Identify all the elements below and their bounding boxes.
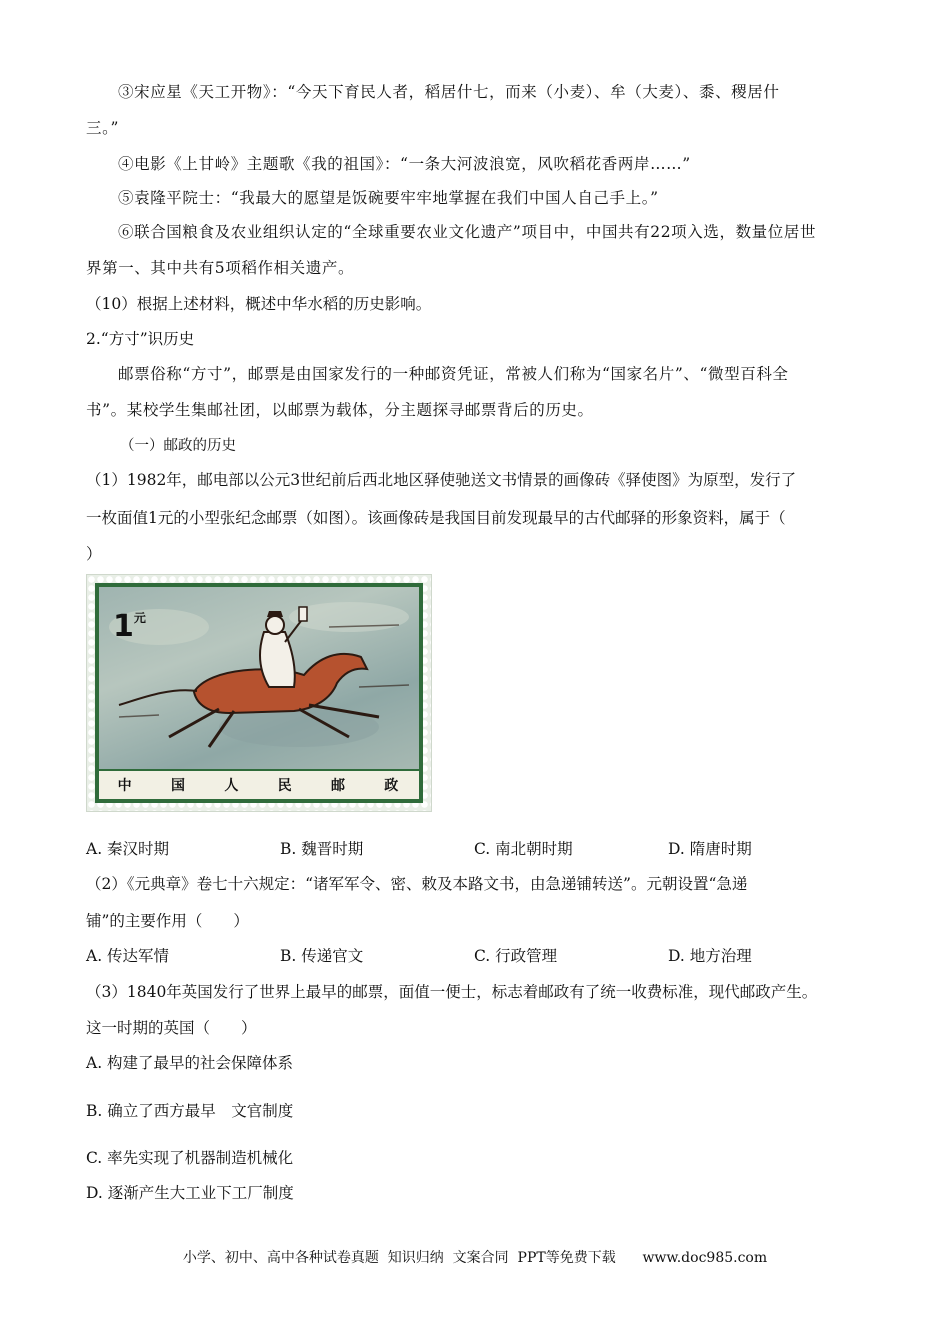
stamp-char: 中 [117, 778, 134, 794]
q3-option-c: C. 率先实现了机器制造机械化 [86, 1149, 294, 1167]
question-2-line1: （2）《元典章》卷七十六规定：“诸军军令、密、敕及本路文书，由急递铺转送”。元朝设置“急递 [86, 875, 748, 893]
yishi-tu-stamp [86, 574, 432, 812]
material-4: ④电影《上甘岭》主题歌《我的祖国》：“一条大河波浪宽，风吹稻花香两岸……” [118, 155, 691, 173]
question-1-line3: ） [86, 545, 102, 563]
stamp-denomination-unit: 元 [133, 611, 146, 625]
question-2-line2: 铺”的主要作用（ ） [86, 912, 249, 930]
question-3-line2: 这一时期的英国（ ） [86, 1019, 257, 1037]
question-1-line2: 一枚面值1元的小型张纪念邮票（如图）。该画像砖是我国目前发现最早的古代邮驿的形象资料，属于（ [86, 509, 786, 527]
question-1-line1: （1）1982年，邮电部以公元3世纪前后西北地区驿使驰送文书情景的画像砖《驿使图》为原型，发行了 [86, 471, 797, 489]
subsection-1-title: （一）邮政的历史 [120, 438, 236, 454]
material-5: ⑤袁隆平院士：“我最大的愿望是饭碗要牢牢地掌握在我们中国人自己手上。” [118, 189, 659, 207]
courier-on-horse-illustration [99, 587, 419, 757]
stamp-char: 国 [170, 778, 187, 794]
stamp-artwork [99, 587, 419, 769]
page-footer: 小学、初中、高中各种试卷真题 知识归纳 文案合同 PPT等免费下载 www.doc985.com [182, 1250, 768, 1266]
material-6-line2: 界第一、其中共有5项稻作相关遗产。 [86, 259, 355, 277]
q3-option-a: A. 构建了最早的社会保障体系 [86, 1054, 294, 1072]
material-3-line2: 三。” [86, 119, 119, 137]
material-6-line1: ⑥联合国粮食及农业组织认定的“全球重要农业文化遗产”项目中，中国共有22项入选，数量位居世 [118, 223, 817, 241]
stamp-country-band [99, 771, 419, 799]
q3-option-d: D. 逐渐产生大工业下工厂制度 [86, 1184, 294, 1202]
stamp-char: 政 [384, 778, 401, 794]
question-10: （10）根据上述材料，概述中华水稻的历史影响。 [86, 295, 432, 313]
section-2-title: 2.“方寸”识历史 [86, 330, 195, 348]
q1-option-d: D. 隋唐时期 [668, 840, 752, 858]
stamp-char: 人 [224, 778, 241, 794]
question-3-line1: （3）1840年英国发行了世界上最早的邮票，面值一便士，标志着邮政有了统一收费标准，现代邮政产生。 [86, 983, 818, 1001]
q3-option-b: B. 确立了西方最早 文官制度 [86, 1102, 294, 1120]
q2-option-d: D. 地方治理 [668, 947, 752, 965]
stamp-denomination: 1 [113, 609, 134, 644]
stamp-char: 民 [277, 778, 294, 794]
q1-option-a: A. 秦汉时期 [86, 840, 170, 858]
q1-option-b: B. 魏晋时期 [280, 840, 364, 858]
q2-option-a: A. 传达军情 [86, 947, 170, 965]
stamp-char: 邮 [330, 778, 347, 794]
q1-option-c: C. 南北朝时期 [474, 840, 573, 858]
section-2-intro-line2: 书”。某校学生集邮社团，以邮票为载体，分主题探寻邮票背后的历史。 [86, 401, 594, 419]
q2-option-c: C. 行政管理 [474, 947, 558, 965]
material-3-line1: ③宋应星《天工开物》：“今天下育民人者，稻居什七，而来（小麦）、牟（大麦）、黍、稷居什 [118, 83, 780, 101]
q2-option-b: B. 传递官文 [280, 947, 364, 965]
section-2-intro-line1: 邮票俗称“方寸”，邮票是由国家发行的一种邮资凭证，常被人们称为“国家名片”、“微型百科全 [118, 365, 789, 383]
